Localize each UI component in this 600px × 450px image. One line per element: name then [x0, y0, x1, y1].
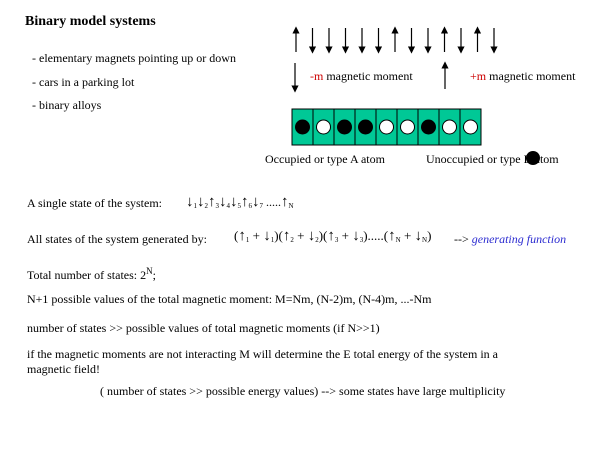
compare-line: number of states >> possible values of total magnetic moments (if N>>1) [27, 321, 380, 335]
arrow-index: 1 [193, 202, 197, 210]
down-arrow-icon: ↓ [197, 194, 205, 210]
total-tail: ; [152, 268, 156, 282]
pos-moment-sign: +m [470, 69, 487, 83]
total-label: Total number of states: 2 [27, 268, 147, 282]
total-states [27, 266, 156, 283]
example-magnets: - elementary magnets pointing up or down [32, 51, 236, 65]
down-arrow-icon: ↓ [219, 194, 227, 210]
arrow-index: 7 [259, 202, 263, 210]
arrow-link: --> [454, 232, 472, 246]
down-arrow-icon: ↓ [230, 194, 238, 210]
single-state-sequence [186, 193, 294, 211]
atom-A [338, 120, 352, 134]
arrow-index: 4 [226, 202, 230, 210]
state-dots: ..... [263, 195, 281, 209]
arrow-index: 2 [204, 202, 208, 210]
energy-line-2: magnetic field! [27, 362, 100, 376]
total-exp: N [146, 266, 153, 276]
spin-arrow-row [296, 28, 494, 52]
neg-moment-label [310, 69, 413, 84]
generating-expression: ($↑_1$ + $↓_1)(↑_2$ + $↓_2)(↑_3$ + $↓_3).....(↑_N$ + $↓_N$) [234, 228, 432, 244]
pos-moment-text: magnetic moment [489, 69, 576, 83]
lattice-strip [292, 109, 481, 145]
atom-B [380, 120, 394, 134]
generating-function-note [454, 232, 566, 247]
page-title: Binary model systems [25, 14, 156, 29]
single-state-label: A single state of the system: [27, 196, 162, 210]
atom-A [296, 120, 310, 134]
down-arrow-icon: ↓ [186, 194, 194, 210]
down-arrow-icon: ↓ [252, 194, 260, 210]
legend-B-label: Unoccupied or type B atom [426, 152, 559, 166]
state-last-arrow: ↑ [281, 194, 289, 210]
neg-moment-text: magnetic moment [326, 69, 413, 83]
atom-B [401, 120, 415, 134]
atom-B [443, 120, 457, 134]
values-line: N+1 possible values of the total magnetic moment: M=Nm, (N-2)m, (N-4)m, ...-Nm [27, 292, 432, 306]
up-arrow-icon: ↑ [208, 194, 216, 210]
up-arrow-icon: ↑ [241, 194, 249, 210]
legend-A-label: Occupied or type A atom [265, 152, 385, 166]
state-last-sub: N [288, 202, 294, 210]
state-arrows [186, 193, 263, 210]
arrow-index: 5 [237, 202, 241, 210]
atom-A [422, 120, 436, 134]
example-alloys: - binary alloys [32, 98, 102, 112]
arrow-index: 6 [248, 202, 252, 210]
pos-moment-label [470, 69, 575, 84]
arrow-index: 3 [215, 202, 219, 210]
atom-B [464, 120, 478, 134]
atom-A [359, 120, 373, 134]
neg-moment-sign: -m [310, 69, 324, 83]
example-cars: - cars in a parking lot [32, 75, 135, 89]
generating-function-text: generating function [471, 232, 567, 246]
all-states-label: All states of the system generated by: [27, 232, 207, 246]
multiplicity-line: ( number of states >> possible energy values) --> some states have large multiplicity [100, 384, 506, 398]
atom-B [317, 120, 331, 134]
energy-line-1: if the magnetic moments are not interacting M will determine the E total energy of the system in a [27, 347, 498, 361]
